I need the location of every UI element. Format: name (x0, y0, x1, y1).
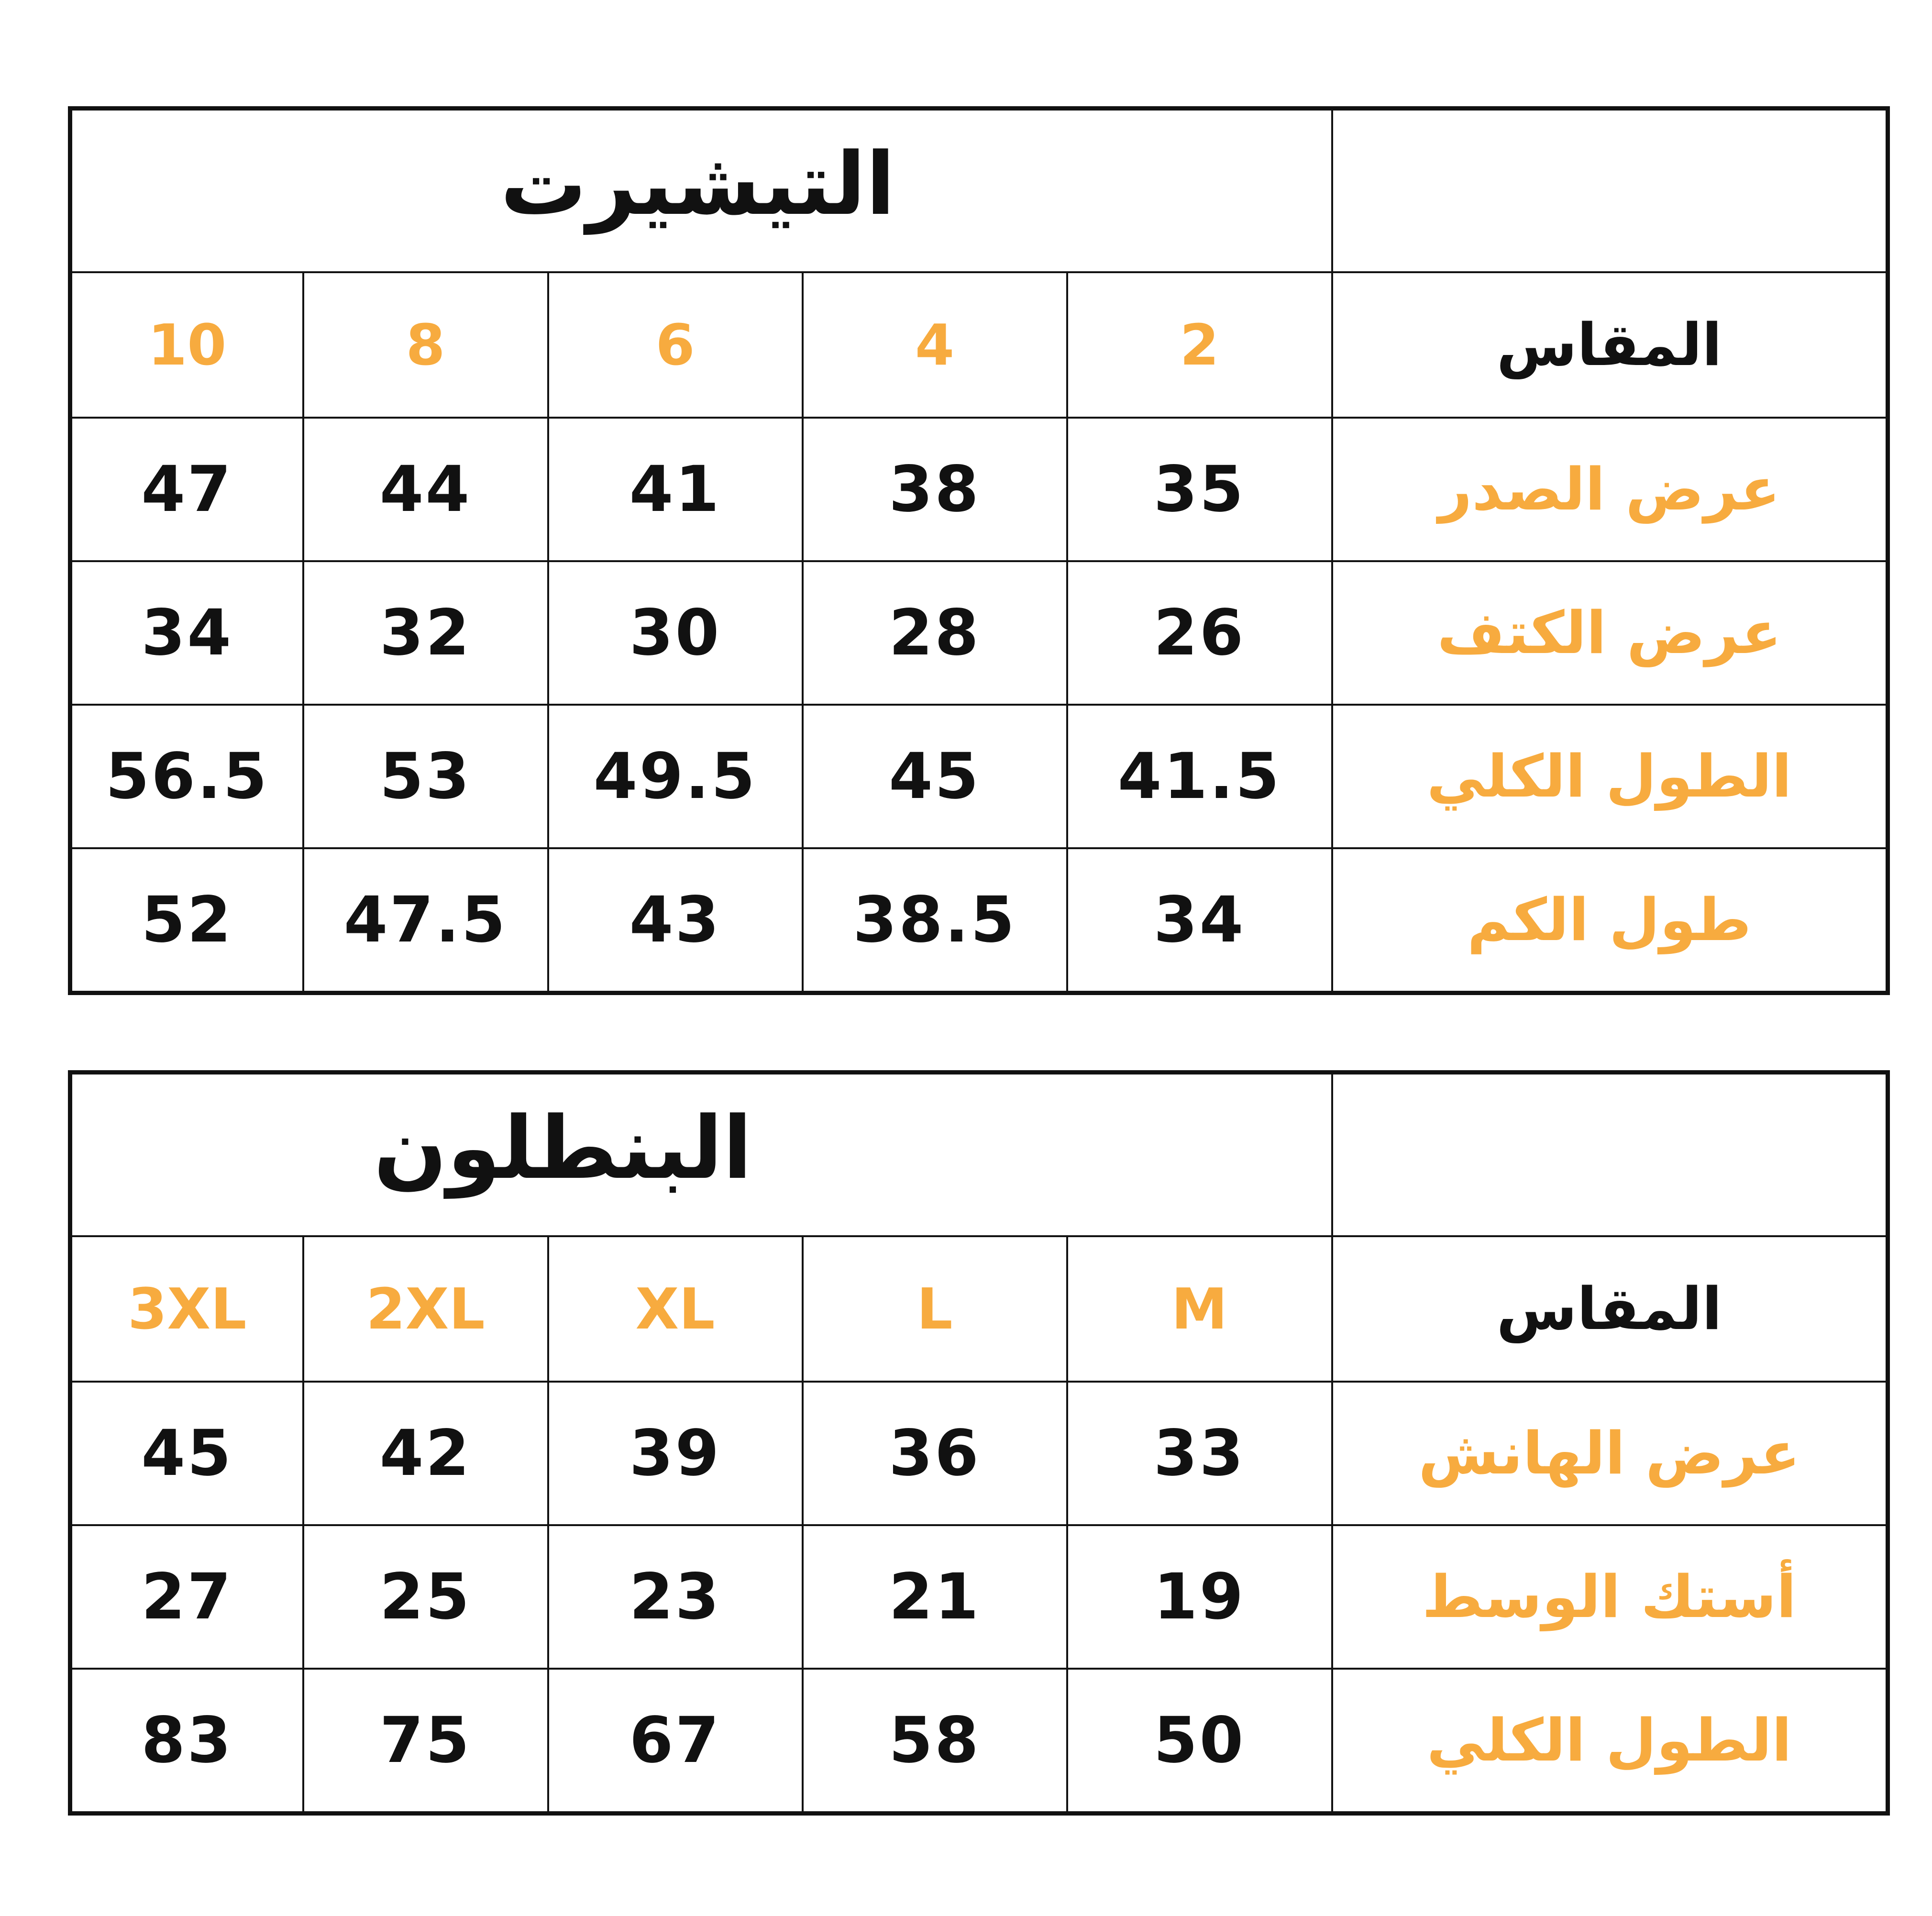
measurement-value: 42 (379, 1417, 472, 1490)
measurement-value: 32 (379, 596, 472, 670)
pants-size-cell (303, 1236, 548, 1382)
measurement-value: 45 (889, 740, 981, 813)
pants-size-header: L (916, 1276, 953, 1342)
measurement-cell (303, 848, 548, 993)
measurement-cell (803, 848, 1067, 993)
measurement-cell (70, 1382, 303, 1525)
measurement-value: 43 (629, 883, 721, 957)
measurement-label: عرض الهانش (1418, 1419, 1800, 1487)
pants-row-waist-elastic (70, 1525, 1888, 1669)
measurement-label: أستك الوسط (1422, 1563, 1797, 1631)
measurement-value: 83 (141, 1704, 233, 1777)
measurement-cell (803, 1525, 1067, 1669)
pants-row-hip-width (70, 1382, 1888, 1525)
tshirt-size-header: 2 (1180, 312, 1219, 378)
measurement-cell (803, 418, 1067, 561)
measurement-cell (303, 561, 548, 705)
pants-size-label-cell (1332, 1236, 1888, 1382)
pants-size-header: 2XL (366, 1276, 485, 1342)
tshirt-size-cell (303, 272, 548, 418)
measurement-value: 56.5 (105, 740, 269, 813)
tshirt-size-table (68, 106, 1890, 995)
measurement-cell (303, 1525, 548, 1669)
tshirt-size-cell (70, 272, 303, 418)
pants-size-cell (1067, 1236, 1332, 1382)
pants-size-cell (70, 1236, 303, 1382)
measurement-value: 53 (379, 740, 472, 813)
measurement-cell (70, 705, 303, 848)
pants-size-header: XL (635, 1276, 715, 1342)
measurement-cell (303, 705, 548, 848)
measurement-cell (303, 418, 548, 561)
measurement-cell (303, 1669, 548, 1814)
measurement-value: 28 (889, 596, 981, 670)
measurement-value: 26 (1153, 596, 1246, 670)
measurement-cell (70, 1669, 303, 1814)
measurement-value: 58 (889, 1704, 981, 1777)
measurement-cell (548, 848, 803, 993)
measurement-cell (548, 561, 803, 705)
measurement-value: 38.5 (853, 883, 1016, 957)
measurement-value: 45 (141, 1417, 233, 1490)
measurement-value: 52 (141, 883, 233, 957)
pants-row-total-length (70, 1669, 1888, 1814)
measurement-value: 35 (1153, 453, 1246, 526)
measurement-cell (1067, 1525, 1332, 1669)
measurement-label: الطول الكلي (1426, 1706, 1792, 1774)
measurement-label-cell (1332, 848, 1888, 993)
measurement-value: 39 (629, 1417, 721, 1490)
tshirt-title: التيشيرت (500, 134, 895, 234)
tshirt-size-header: 8 (406, 312, 445, 378)
measurement-value: 41 (629, 453, 721, 526)
measurement-value: 44 (379, 453, 472, 526)
tshirt-row-shoulder-width (70, 561, 1888, 705)
tshirt-size-header: 6 (655, 312, 695, 378)
measurement-label-cell (1332, 561, 1888, 705)
pants-size-cell (548, 1236, 803, 1382)
tshirt-size-label-cell (1332, 272, 1888, 418)
measurement-cell (1067, 848, 1332, 993)
measurement-cell (70, 418, 303, 561)
measurement-cell (803, 1382, 1067, 1525)
tshirt-size-cell (1067, 272, 1332, 418)
measurement-cell (1067, 1669, 1332, 1814)
pants-size-cell (803, 1236, 1067, 1382)
measurement-cell (548, 1525, 803, 1669)
measurement-value: 33 (1153, 1417, 1246, 1490)
measurement-value: 47.5 (343, 883, 508, 957)
pants-size-header-row (70, 1236, 1888, 1382)
measurement-cell (803, 705, 1067, 848)
measurement-value: 27 (141, 1560, 233, 1634)
tshirt-size-header: 4 (915, 312, 955, 378)
measurement-value: 38 (889, 453, 981, 526)
measurement-value: 50 (1153, 1704, 1246, 1777)
measurement-cell (70, 1525, 303, 1669)
tshirt-size-cell (548, 272, 803, 418)
pants-title-row (70, 1073, 1888, 1237)
measurement-value: 34 (141, 596, 233, 670)
measurement-value: 67 (629, 1704, 721, 1777)
measurement-cell (1067, 1382, 1332, 1525)
pants-size-table (68, 1070, 1890, 1816)
measurement-value: 49.5 (593, 740, 757, 813)
tshirt-row-total-length (70, 705, 1888, 848)
pants-title: البنطلون (373, 1098, 752, 1198)
measurement-cell (1067, 561, 1332, 705)
measurement-label: الطول الكلي (1426, 742, 1792, 810)
measurement-label: عرض الكتف (1437, 599, 1782, 667)
measurement-value: 30 (629, 596, 721, 670)
pants-title-corner-cell (1332, 1073, 1888, 1237)
tshirt-title-row (70, 109, 1888, 273)
tshirt-title-cell (70, 109, 1332, 273)
measurement-label: عرض الصدر (1438, 455, 1780, 523)
measurement-label-cell (1332, 705, 1888, 848)
measurement-value: 41.5 (1117, 740, 1281, 813)
measurement-cell (1067, 705, 1332, 848)
tshirt-size-cell (803, 272, 1067, 418)
pants-title-cell (70, 1073, 1332, 1237)
measurement-value: 36 (889, 1417, 981, 1490)
tshirt-row-sleeve-length (70, 848, 1888, 993)
tshirt-size-header: 10 (148, 312, 227, 378)
measurement-value: 19 (1153, 1560, 1246, 1634)
measurement-cell (70, 848, 303, 993)
measurement-cell (548, 705, 803, 848)
measurement-cell (803, 561, 1067, 705)
tshirt-size-header-row (70, 272, 1888, 418)
measurement-value: 23 (629, 1560, 721, 1634)
pants-size-header: M (1171, 1276, 1228, 1342)
pants-size-header: 3XL (128, 1276, 247, 1342)
tshirt-row-chest-width (70, 418, 1888, 561)
measurement-cell (548, 1669, 803, 1814)
measurement-label-cell (1332, 1525, 1888, 1669)
measurement-cell (1067, 418, 1332, 561)
measurement-cell (303, 1382, 548, 1525)
measurement-label-cell (1332, 1669, 1888, 1814)
measurement-cell (70, 561, 303, 705)
measurement-label: طول الكم (1467, 886, 1752, 954)
measurement-cell (803, 1669, 1067, 1814)
measurement-label-cell (1332, 1382, 1888, 1525)
measurement-cell (548, 418, 803, 561)
measurement-value: 21 (889, 1560, 981, 1634)
measurement-value: 25 (379, 1560, 472, 1634)
pants-size-label: المقاس (1496, 1275, 1722, 1343)
measurement-value: 75 (379, 1704, 472, 1777)
measurement-value: 47 (141, 453, 233, 526)
measurement-label-cell (1332, 418, 1888, 561)
tshirt-title-corner-cell (1332, 109, 1888, 273)
measurement-value: 34 (1153, 883, 1246, 957)
measurement-cell (548, 1382, 803, 1525)
tshirt-size-label: المقاس (1496, 311, 1722, 379)
